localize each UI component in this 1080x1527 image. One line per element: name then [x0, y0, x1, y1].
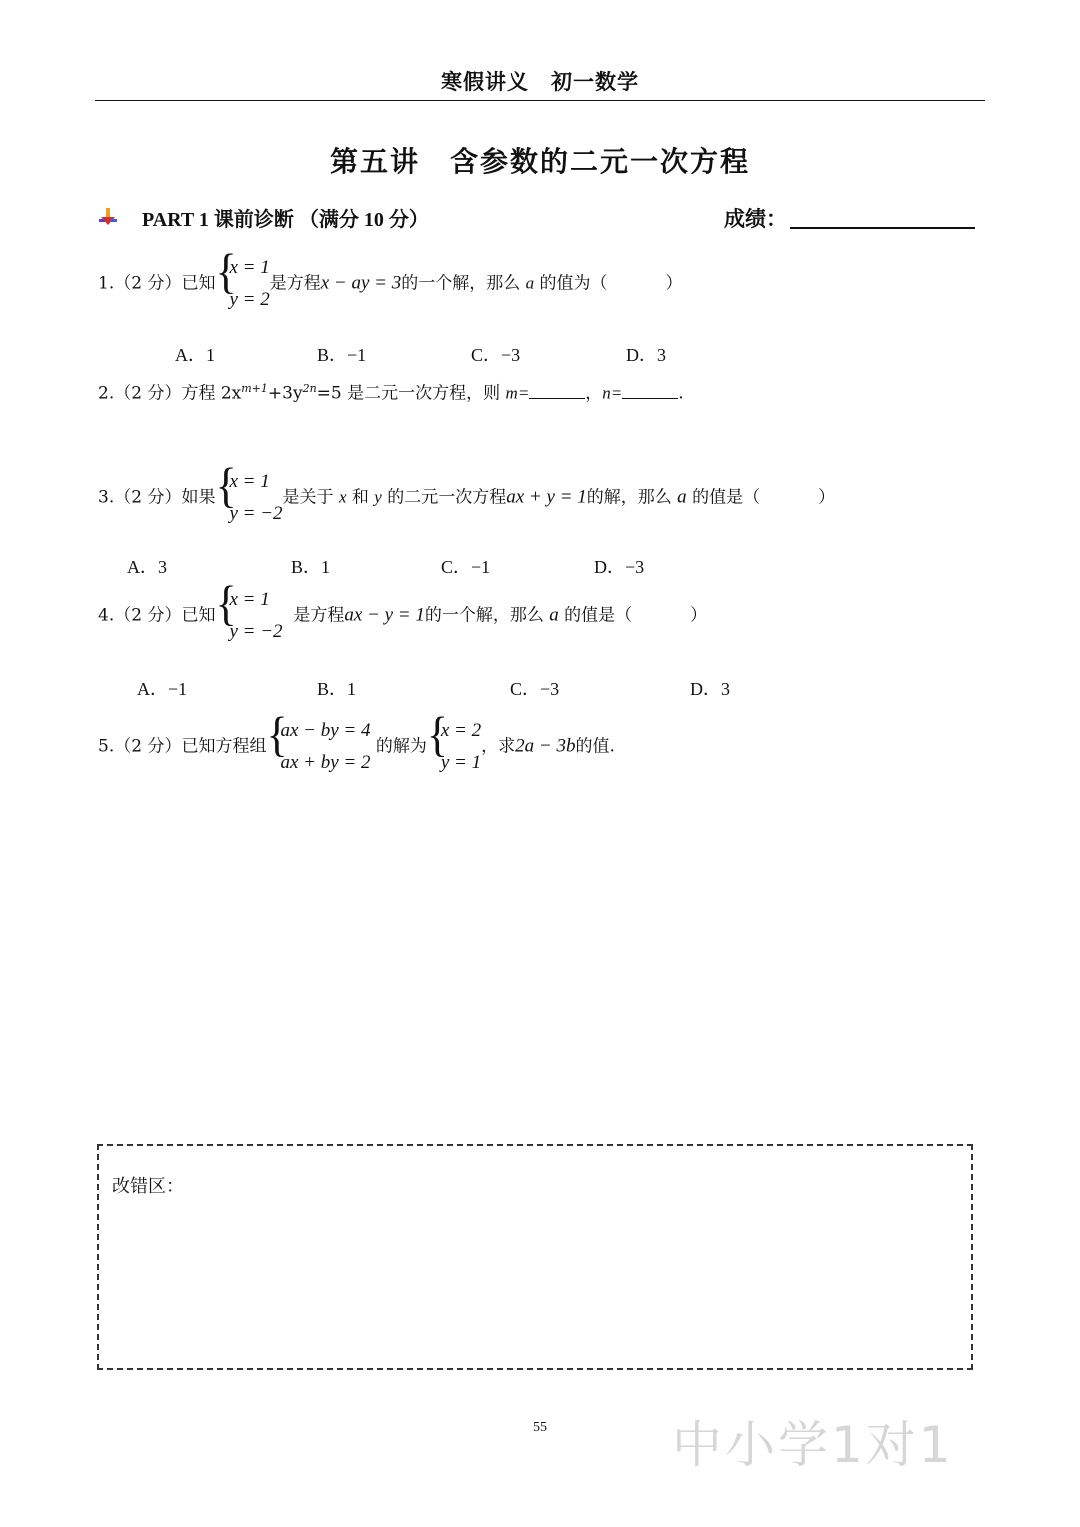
correction-label: 改错区： — [112, 1176, 184, 1197]
question-4: 4.（2 分）已知 { x = 1 y = −2 是方程ax − y = 1的一个解，那么 a 的值是（ ） — [98, 584, 707, 648]
part1-header — [98, 203, 978, 233]
option-d[interactable]: D．3 — [690, 679, 730, 699]
header-title: 寒假讲义 初一数学 — [441, 70, 639, 94]
answer-blank-m[interactable] — [529, 384, 585, 399]
solution-system: { x = 2 y = 1 — [426, 707, 482, 773]
question-5: 5.（2 分）已知方程组 { ax − by = 4 ax + by = 2 的解为 { x = 2 y = 1 ，求2a − 3b的值. — [98, 715, 615, 779]
option-c[interactable]: C．−3 — [510, 679, 560, 699]
answer-blank-n[interactable] — [622, 384, 678, 399]
option-a[interactable]: A．1 — [175, 345, 215, 365]
part1-label: PART 1 课前诊断 （满分 10 分） — [142, 209, 429, 231]
score-label: 成绩： — [724, 207, 787, 231]
equation-system: { ax − by = 4 ax + by = 2 — [266, 707, 371, 773]
page-number: 55 — [533, 1420, 547, 1435]
header-divider — [95, 100, 985, 101]
option-c[interactable]: C．−1 — [441, 557, 491, 577]
watermark: 中小学1对1 — [672, 1416, 954, 1474]
option-b[interactable]: B．−1 — [317, 345, 367, 365]
equation-system: { x = 1 y = 2 — [215, 244, 270, 310]
equation-system: { x = 1 y = −2 — [215, 458, 283, 524]
option-a[interactable]: A．−1 — [137, 679, 188, 699]
arrow-bullet-icon — [98, 207, 118, 227]
lecture-title: 第五讲 含参数的二元一次方程 — [329, 145, 750, 178]
option-a[interactable]: A．3 — [127, 557, 167, 577]
equation-system: { x = 1 y = −2 — [215, 576, 283, 642]
option-d[interactable]: D．−3 — [594, 557, 645, 577]
option-d[interactable]: D．3 — [626, 345, 666, 365]
option-b[interactable]: B．1 — [317, 679, 357, 699]
question-3: 3.（2 分）如果 { x = 1 y = −2 是关于 x 和 y 的二元一次方程ax + y = 1的解，那么 a 的值是（ ） — [98, 466, 835, 530]
option-c[interactable]: C．−3 — [471, 345, 521, 365]
correction-area[interactable] — [97, 1144, 973, 1370]
score-blank[interactable] — [790, 227, 975, 229]
question-2: 2.（2 分）方程 $2x^{m+1}+3y^{2n}=5$ 是二元一次方程，则 m= ，n= . — [98, 382, 684, 404]
option-b[interactable]: B．1 — [291, 557, 331, 577]
question-1: 1.（2 分）已知 { x = 1 y = 2 是方程x − ay = 3的一个解，那么 a 的值为（ ） — [98, 252, 683, 316]
